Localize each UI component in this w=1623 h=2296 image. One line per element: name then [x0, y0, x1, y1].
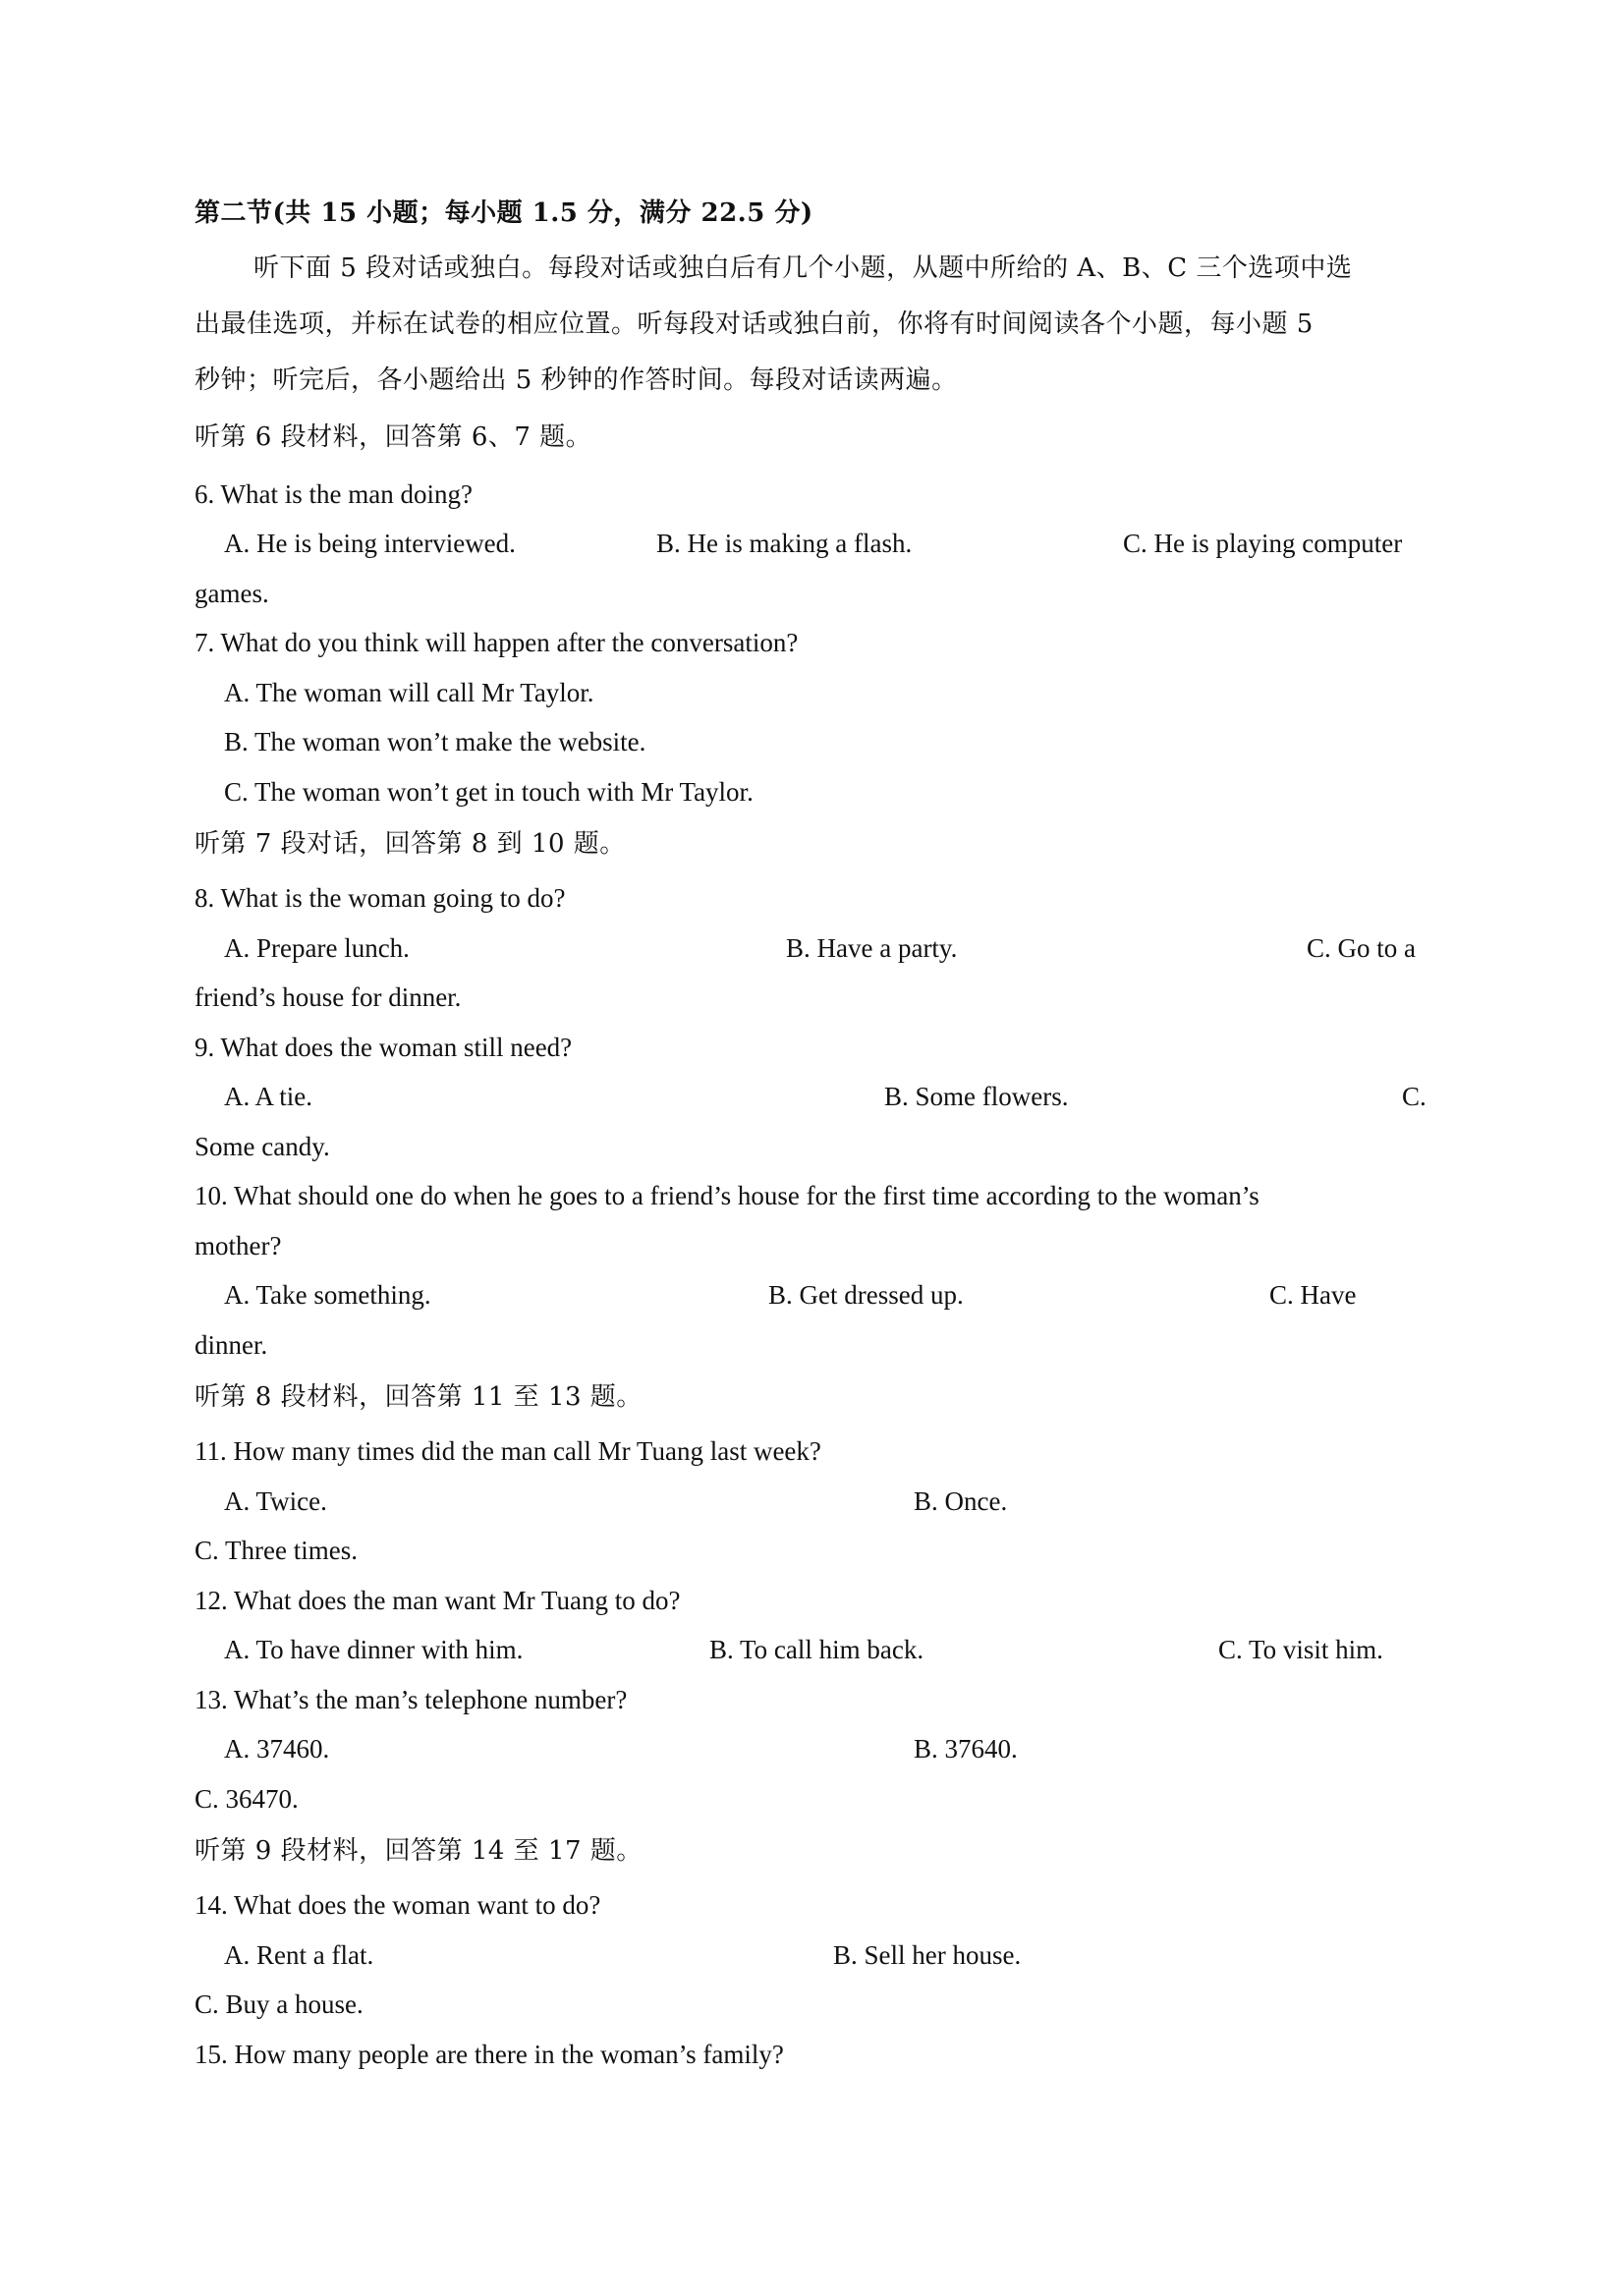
instructions-line-1: 听下面 5 段对话或独白。每段对话或独白后有几个小题，从题中所给的 A、B、C 三个选项中选 [253, 253, 1353, 283]
question-14-option-a: A. Rent a flat. [224, 1940, 374, 1970]
question-6-option-c-cont: games. [195, 579, 269, 608]
question-6-option-c: C. He is playing computer [1123, 529, 1403, 558]
question-6-stem: 6. What is the man doing? [195, 479, 473, 509]
group-6-heading: 听第 6 段材料，回答第 6、7 题。 [195, 422, 592, 452]
question-13-option-b: B. 37640. [914, 1734, 1018, 1764]
question-8-option-c-cont: friend’s house for dinner. [195, 982, 462, 1012]
question-9-stem: 9. What does the woman still need? [195, 1033, 573, 1062]
question-8-option-b: B. Have a party. [786, 933, 958, 963]
question-8-stem: 8. What is the woman going to do? [195, 883, 566, 913]
question-12-option-a: A. To have dinner with him. [224, 1635, 524, 1664]
question-12-stem: 12. What does the man want Mr Tuang to do? [195, 1586, 681, 1615]
question-11-option-c: C. Three times. [195, 1536, 358, 1565]
question-13-stem: 13. What’s the man’s telephone number? [195, 1685, 628, 1714]
group-7-heading: 听第 7 段对话，回答第 8 到 10 题。 [195, 829, 626, 859]
question-9-option-c: C. [1402, 1082, 1427, 1111]
group-9-heading: 听第 9 段材料，回答第 14 至 17 题。 [195, 1836, 643, 1866]
question-11-stem: 11. How many times did the man call Mr Tuang last week? [195, 1436, 821, 1466]
instructions-line-2: 出最佳选项，并标在试卷的相应位置。听每段对话或独白前，你将有时间阅读各个小题，每小题 5 [195, 309, 1314, 339]
question-14-option-c: C. Buy a house. [195, 1989, 364, 2019]
question-7-option-b: B. The woman won’t make the website. [224, 727, 646, 756]
group-8-heading: 听第 8 段材料，回答第 11 至 13 题。 [195, 1382, 643, 1412]
question-7-option-c: C. The woman won’t get in touch with Mr Taylor. [224, 777, 754, 807]
instructions-line-3: 秒钟；听完后，各小题给出 5 秒钟的作答时间。每段对话读两遍。 [195, 365, 958, 395]
question-10-stem-cont: mother? [195, 1231, 282, 1260]
question-11-option-b: B. Once. [914, 1486, 1008, 1516]
question-11-option-a: A. Twice. [224, 1486, 327, 1516]
question-12-option-b: B. To call him back. [709, 1635, 924, 1664]
section-heading: 第二节(共 15 小题；每小题 1.5 分，满分 22.5 分) [195, 198, 813, 228]
question-6-option-b: B. He is making a flash. [656, 529, 913, 558]
question-7-stem: 7. What do you think will happen after the conversation? [195, 628, 799, 657]
question-8-option-a: A. Prepare lunch. [224, 933, 410, 963]
question-9-option-b: B. Some flowers. [884, 1082, 1069, 1111]
question-13-option-a: A. 37460. [224, 1734, 330, 1764]
question-14-option-b: B. Sell her house. [833, 1940, 1022, 1970]
question-13-option-c: C. 36470. [195, 1784, 299, 1814]
question-8-option-c: C. Go to a [1307, 933, 1416, 963]
question-7-option-a: A. The woman will call Mr Taylor. [224, 678, 594, 707]
question-15-stem: 15. How many people are there in the woman’s family? [195, 2040, 784, 2069]
question-10-option-a: A. Take something. [224, 1280, 431, 1310]
question-9-option-c-cont: Some candy. [195, 1132, 330, 1161]
question-9-option-a: A. A tie. [224, 1082, 313, 1111]
question-6-option-a: A. He is being interviewed. [224, 529, 516, 558]
question-10-option-b: B. Get dressed up. [768, 1280, 964, 1310]
question-10-stem: 10. What should one do when he goes to a friend’s house for the first time according to the woman’s [195, 1181, 1259, 1210]
question-12-option-c: C. To visit him. [1218, 1635, 1383, 1664]
question-10-option-c-cont: dinner. [195, 1330, 268, 1360]
question-14-stem: 14. What does the woman want to do? [195, 1890, 601, 1920]
question-10-option-c: C. Have [1269, 1280, 1357, 1310]
